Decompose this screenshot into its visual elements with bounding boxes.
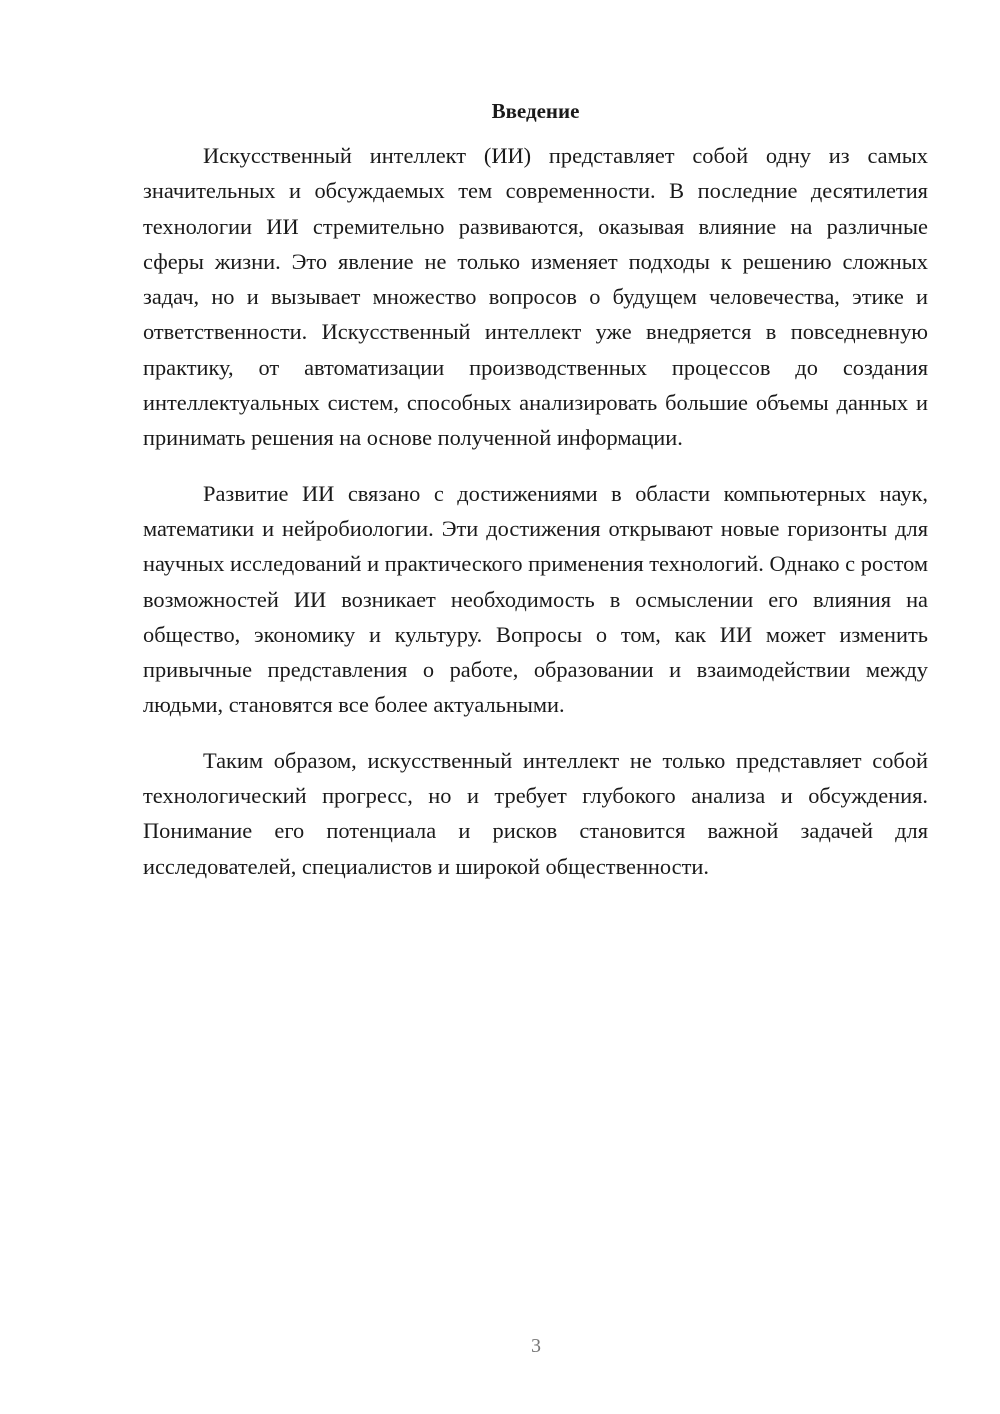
page-number: 3 [531, 1335, 541, 1357]
paragraph-intro: Искусственный интеллект (ИИ) представляет собой одну из самых значительных и обсуждаемых тем современности. В последние десятилетия технологии ИИ стремительно развиваются, оказывая влияние на различные сферы жизни. Это явление не только изменяет подходы к решению сложных задач, но и вызывает множество вопросов о будущем человечества, этике и ответственности. Искусственный интеллект уже внедряется в повседневную практику, от автоматизации производственных процессов до создания интеллектуальных систем, способных анализировать большие объемы данных и принимать решения на основе полученной информации. [143, 143, 928, 451]
paragraph-development: Развитие ИИ связано с достижениями в области компьютерных наук, математики и нейробиологии. Эти достижения открывают новые горизонты для научных исследований и практического применения технологий. Однако с ростом возможностей ИИ возникает необходимость в осмыслении его влияния на общество, экономику и культуру. Вопросы о том, как ИИ может изменить привычные представления о работе, образовании и взаимодействии между людьми, становятся все более актуальными. [143, 480, 929, 718]
paragraph-conclusion: Таким образом, искусственный интеллект не только представляет собой технологический прогресс, но и требует глубокого анализа и обсуждения. Понимание его потенциала и рисков становится важной задачей для исследователей, специалистов и широкой общественности. [143, 747, 928, 879]
page-content [143, 96, 928, 904]
section-heading: Введение [491, 99, 580, 123]
